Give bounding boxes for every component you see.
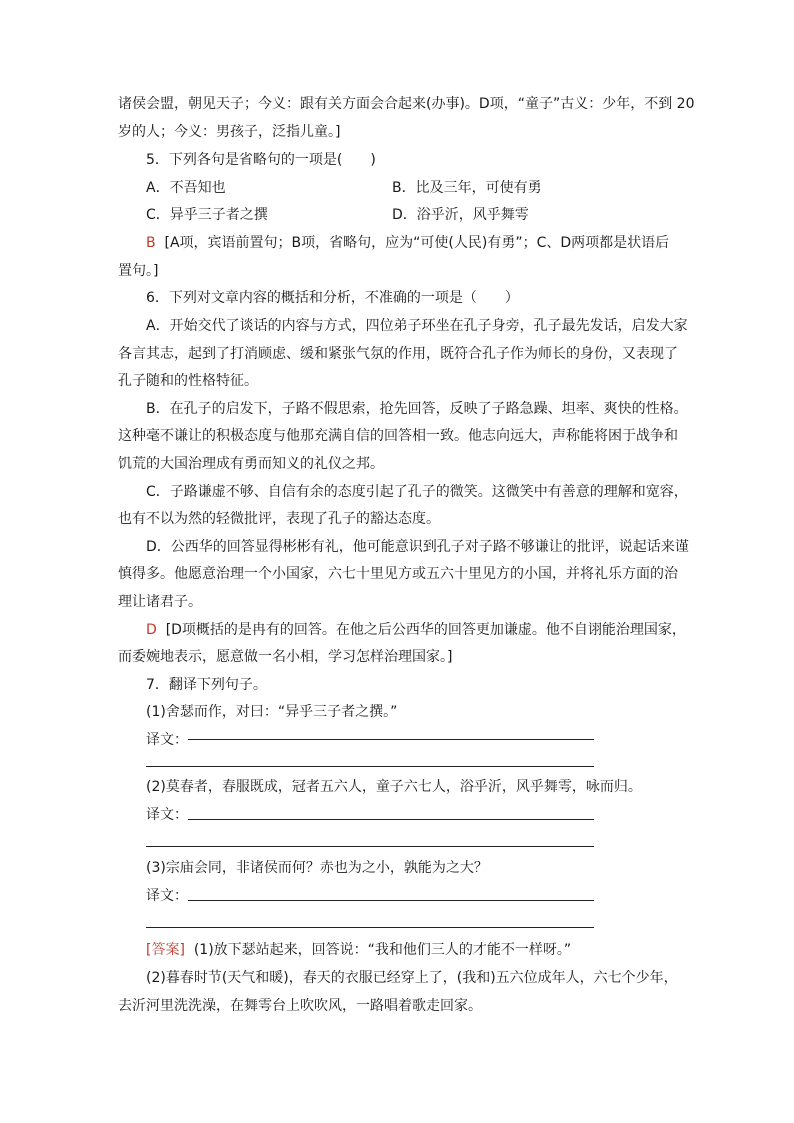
question-7-stem: 7．翻译下列句子。 [146, 677, 267, 693]
prev-analysis-line: 诸侯会盟，朝见天子；今义：跟有关方面会合起来(办事)。D项，“童子”古义：少年，不到 20 [118, 96, 695, 112]
q5-option-d: D．浴乎沂，风乎舞雩 [392, 207, 529, 223]
q6-option-a: A．开始交代了谈话的内容与方式，四位弟子环坐在孔子身旁，孔子最先发话，启发大家 [146, 318, 688, 334]
question-6-stem: 6．下列对文章内容的概括和分析，不准确的一项是（ ） [146, 290, 519, 306]
q6-analysis-text: [D项概括的是冉有的回答。在他之后公西华的回答更加谦虚。他不自诩能治理国家， [165, 622, 686, 638]
q5-option-a: A．不吾知也 [146, 180, 226, 196]
question-5-stem: 5．下列各句是省略句的一项是( ) [146, 152, 376, 168]
q6-option-b-line: 这种毫不谦让的积极态度与他那充满自信的回答相一致。他志向远大，声称能将困于战争和 [118, 428, 678, 444]
q5-analysis-text: [A项，宾语前置句；B项，省略句，应为“可使(人民)有勇”；C、D两项都是状语后 [164, 235, 670, 251]
answer-blank-line[interactable] [146, 927, 594, 928]
q5-option-c: C．异乎三子者之撰 [146, 207, 268, 223]
answer-blank-line[interactable] [146, 766, 594, 767]
q5-analysis-line: 置句。] [118, 263, 159, 279]
q6-analysis [146, 620, 686, 640]
q6-option-c-line: 也有不以为然的轻微批评，表现了孔子的豁达态度。 [118, 511, 440, 527]
q5-answer-letter: B [146, 235, 156, 251]
answer-tag: [答案] [146, 942, 185, 958]
q5-analysis [146, 233, 669, 253]
q7-answer-2-line: 去沂河里洗洗澡，在舞雩台上吹吹风，一路唱着歌走回家。 [118, 998, 482, 1014]
q6-option-a-line: 孔子随和的性格特征。 [118, 373, 258, 389]
q7-answer [146, 940, 571, 960]
q6-option-c: C．子路谦虚不够、自信有余的态度引起了孔子的微笑。这微笑中有善意的理解和宽容， [146, 484, 688, 500]
translation-label: 译文： [146, 732, 188, 748]
q6-option-b-line: 饥荒的大国治理成有勇而知义的礼仪之邦。 [118, 456, 384, 472]
q6-option-d-line: 理让诸君子。 [118, 594, 202, 610]
answer-blank-line[interactable] [188, 819, 594, 820]
answer-blank-line[interactable] [188, 900, 594, 901]
prev-analysis-line: 岁的人；今义：男孩子，泛指儿童。] [118, 124, 341, 140]
q6-option-b: B．在孔子的启发下，子路不假思索，抢先回答，反映了子路急躁、坦率、爽快的性格。 [146, 401, 688, 417]
q7-sentence-3: (3)宗庙会同，非诸侯而何？赤也为之小，孰能为之大？ [146, 860, 488, 876]
q7-sentence-2: (2)莫春者，春服既成，冠者五六人，童子六七人，浴乎沂，风乎舞雩，咏而归。 [146, 779, 642, 795]
answer-blank-line[interactable] [146, 846, 594, 847]
q6-analysis-line: 而委婉地表示，愿意做一名小相，学习怎样治理国家。] [118, 649, 453, 665]
answer-blank-line[interactable] [188, 739, 594, 740]
q6-option-a-line: 各言其志，起到了打消顾虑、缓和紧张气氛的作用，既符合孔子作为师长的身份，又表现了 [118, 346, 678, 362]
translation-label: 译文： [146, 888, 188, 904]
q5-option-b: B．比及三年，可使有勇 [392, 180, 542, 196]
q6-option-d: D．公西华的回答显得彬彬有礼，他可能意识到孔子对子路不够谦让的批评，说起话来谨 [146, 539, 689, 555]
translation-label: 译文： [146, 807, 188, 823]
q7-sentence-1: (1)舍瑟而作，对曰：“异乎三子者之撰。” [146, 704, 398, 720]
q6-option-d-line: 慎得多。他愿意治理一个小国家，六七十里见方或五六十里见方的小国，并将礼乐方面的治 [118, 566, 678, 582]
q7-answer-2: (2)暮春时节(天气和暖)，春天的衣服已经穿上了，(我和)五六位成年人，六七个少年， [146, 970, 678, 986]
q7-answer-1: (1)放下瑟站起来，回答说：“我和他们三人的才能不一样呀。” [193, 942, 572, 958]
q6-answer-letter: D [146, 622, 157, 638]
